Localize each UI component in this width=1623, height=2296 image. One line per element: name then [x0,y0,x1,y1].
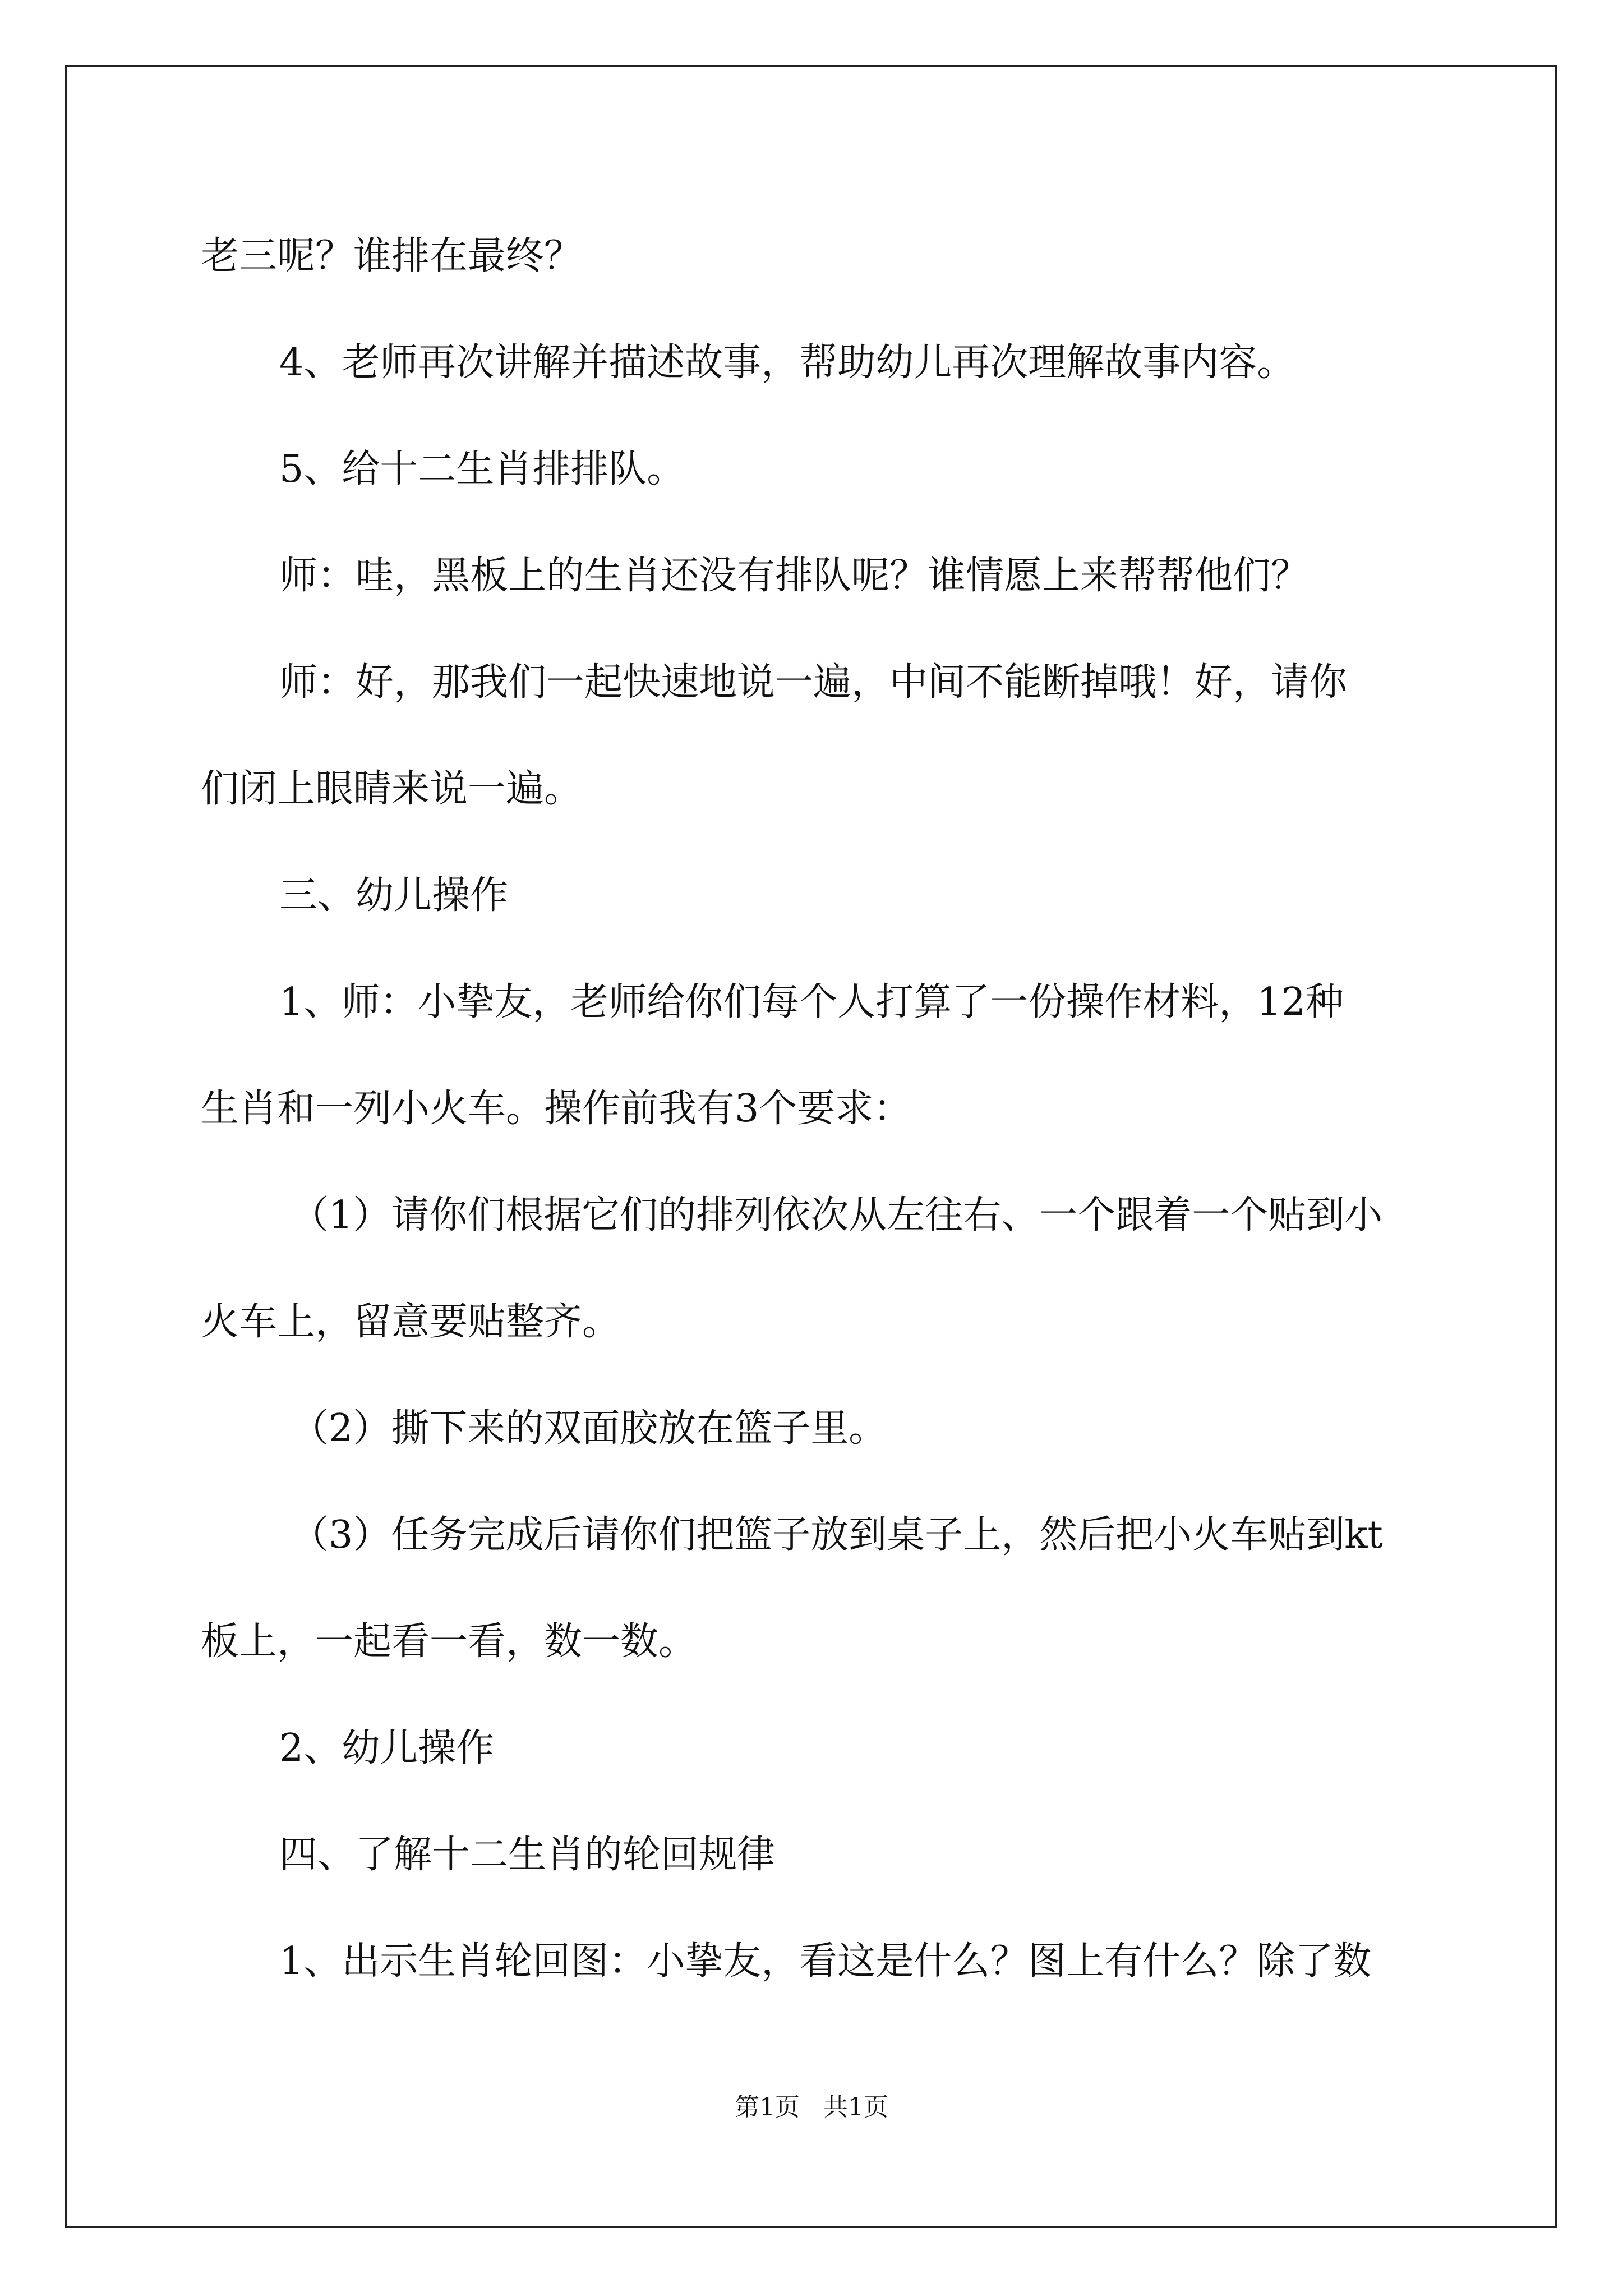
document-body [201,203,1423,2015]
paragraph-line: 1、出示生肖轮回图：小挚友，看这是什么？图上有什么？除了数 [279,1939,1372,1984]
paragraph-line: 火车上，留意要贴整齐。 [201,1300,621,1344]
section-heading: 三、幼儿操作 [279,873,509,918]
paragraph-line: 2、幼儿操作 [279,1726,495,1770]
paragraph-line: 师：哇，黑板上的生肖还没有排队呢？谁情愿上来帮帮他们？ [279,554,1310,598]
paragraph-line: 们闭上眼睛来说一遍。 [201,767,583,811]
paragraph-line: 师：好，那我们一起快速地说一遍，中间不能断掉哦！好，请你 [279,660,1348,705]
paragraph-line: 1、师：小挚友，老师给你们每个人打算了一份操作材料，12种 [279,980,1344,1024]
paragraph-line: 5、给十二生肖排排队。 [279,447,685,491]
paragraph-line: 生肖和一列小火车。操作前我有3个要求： [201,1087,912,1131]
paragraph-line: （2）撕下来的双面胶放在篮子里。 [291,1406,887,1451]
page-footer: 第1页 共1页 [735,2093,888,2122]
paragraph-line: 板上，一起看一看，数一数。 [201,1619,697,1664]
paragraph-line: （3）任务完成后请你们把篮子放到桌子上，然后把小火车贴到kt [291,1513,1383,1557]
paragraph-line: 老三呢？谁排在最终？ [201,234,583,278]
paragraph-line: （1）请你们根据它们的排列依次从左往右、一个跟着一个贴到小 [291,1193,1383,1237]
paragraph-line: 4、老师再次讲解并描述故事，帮助幼儿再次理解故事内容。 [279,341,1295,385]
section-heading: 四、了解十二生肖的轮回规律 [279,1833,776,1877]
